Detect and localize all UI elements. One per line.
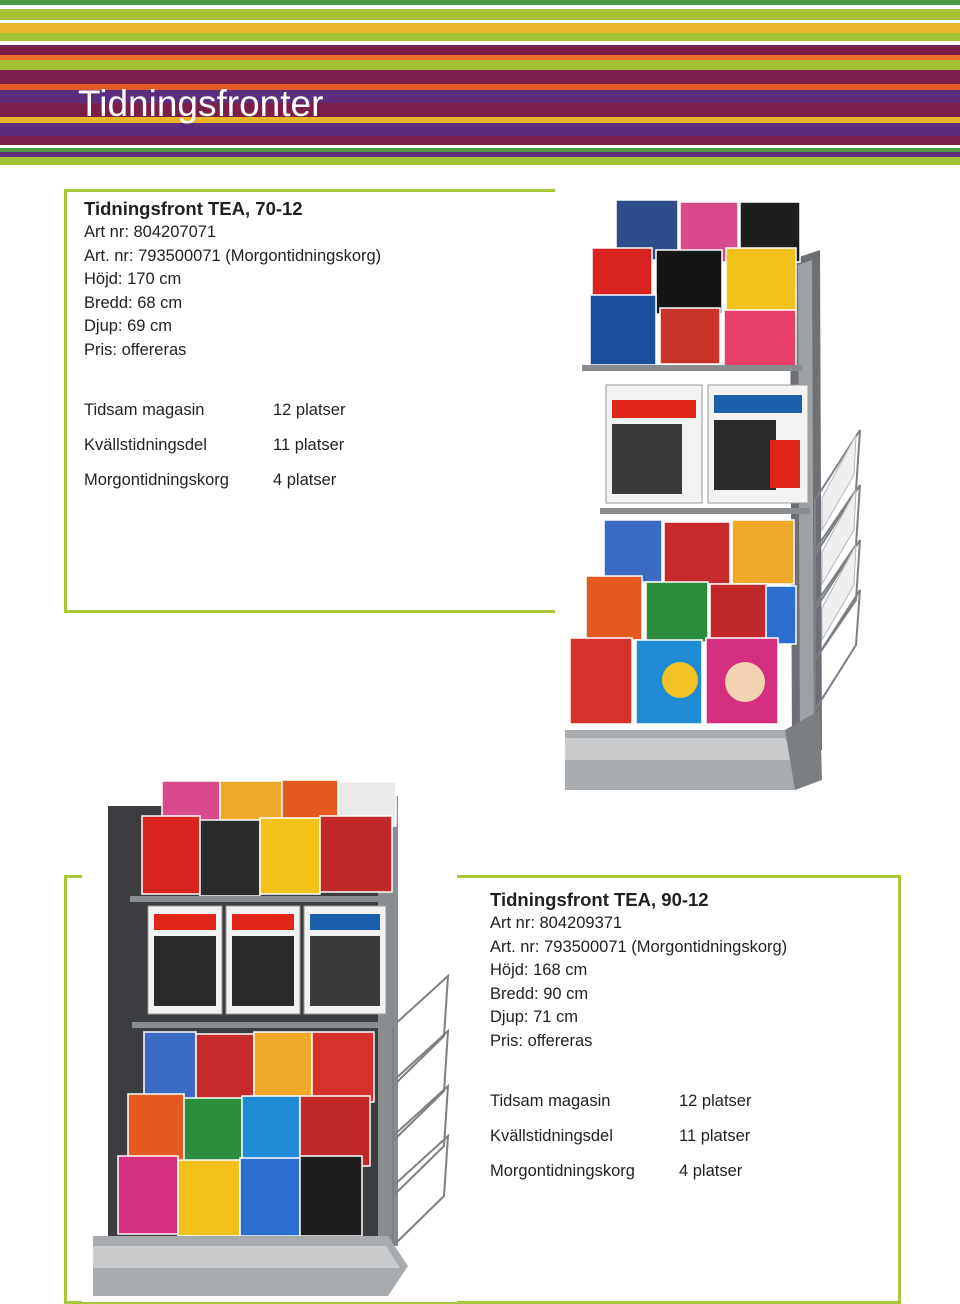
- capacity-value: 4 platser: [273, 471, 337, 489]
- product-name: Tidningsfront TEA, 70-12: [84, 198, 303, 219]
- capacity-row: [490, 1084, 751, 1119]
- product-1-capacity-table: [84, 393, 345, 498]
- capacity-value: 4 platser: [679, 1162, 743, 1180]
- height-spec: Höjd: 170 cm: [84, 270, 182, 288]
- capacity-value: 11 platser: [273, 436, 345, 454]
- capacity-value: 12 platser: [273, 401, 346, 419]
- width-spec: Bredd: 90 cm: [490, 984, 589, 1003]
- height-spec: Höjd: 168 cm: [490, 961, 588, 979]
- product-1-specs: [84, 197, 381, 362]
- price-spec: Pris: offereras: [490, 1031, 593, 1050]
- capacity-row: [84, 393, 345, 428]
- width-spec: Bredd: 68 cm: [84, 293, 183, 312]
- capacity-label: Tidsam magasin: [490, 1092, 611, 1110]
- product-1-rack-image: [560, 190, 960, 790]
- capacity-label: Kvällstidningsdel: [84, 436, 207, 454]
- rack-illustration: [88, 776, 458, 1296]
- capacity-value: 11 platser: [679, 1127, 751, 1145]
- article-number: Art nr: 804209371: [490, 914, 623, 932]
- capacity-row: [490, 1154, 751, 1189]
- product-2-specs: [490, 888, 787, 1053]
- product-name: Tidningsfront TEA, 90-12: [490, 889, 709, 910]
- capacity-value: 12 platser: [679, 1092, 752, 1110]
- capacity-row: [84, 428, 345, 463]
- basket-article-number: Art. nr: 793500071 (Morgontidningskorg): [84, 246, 382, 265]
- article-number: Art nr: 804207071: [84, 223, 217, 241]
- capacity-row: [490, 1119, 751, 1154]
- striped-header-banner: [0, 0, 960, 156]
- capacity-label: Morgontidningskorg: [490, 1162, 635, 1180]
- depth-spec: Djup: 69 cm: [84, 317, 173, 335]
- price-spec: Pris: offereras: [84, 340, 187, 359]
- basket-article-number: Art. nr: 793500071 (Morgontidningskorg): [490, 937, 788, 956]
- depth-spec: Djup: 71 cm: [490, 1008, 579, 1026]
- capacity-label: Kvällstidningsdel: [490, 1127, 613, 1145]
- page-title: Tidningsfronter: [78, 83, 324, 124]
- capacity-label: Morgontidningskorg: [84, 471, 229, 489]
- rack-illustration: [560, 190, 960, 790]
- capacity-label: Tidsam magasin: [84, 401, 205, 419]
- product-2-capacity-table: [490, 1084, 751, 1189]
- product-2-rack-image: [88, 776, 458, 1296]
- capacity-row: [84, 463, 345, 498]
